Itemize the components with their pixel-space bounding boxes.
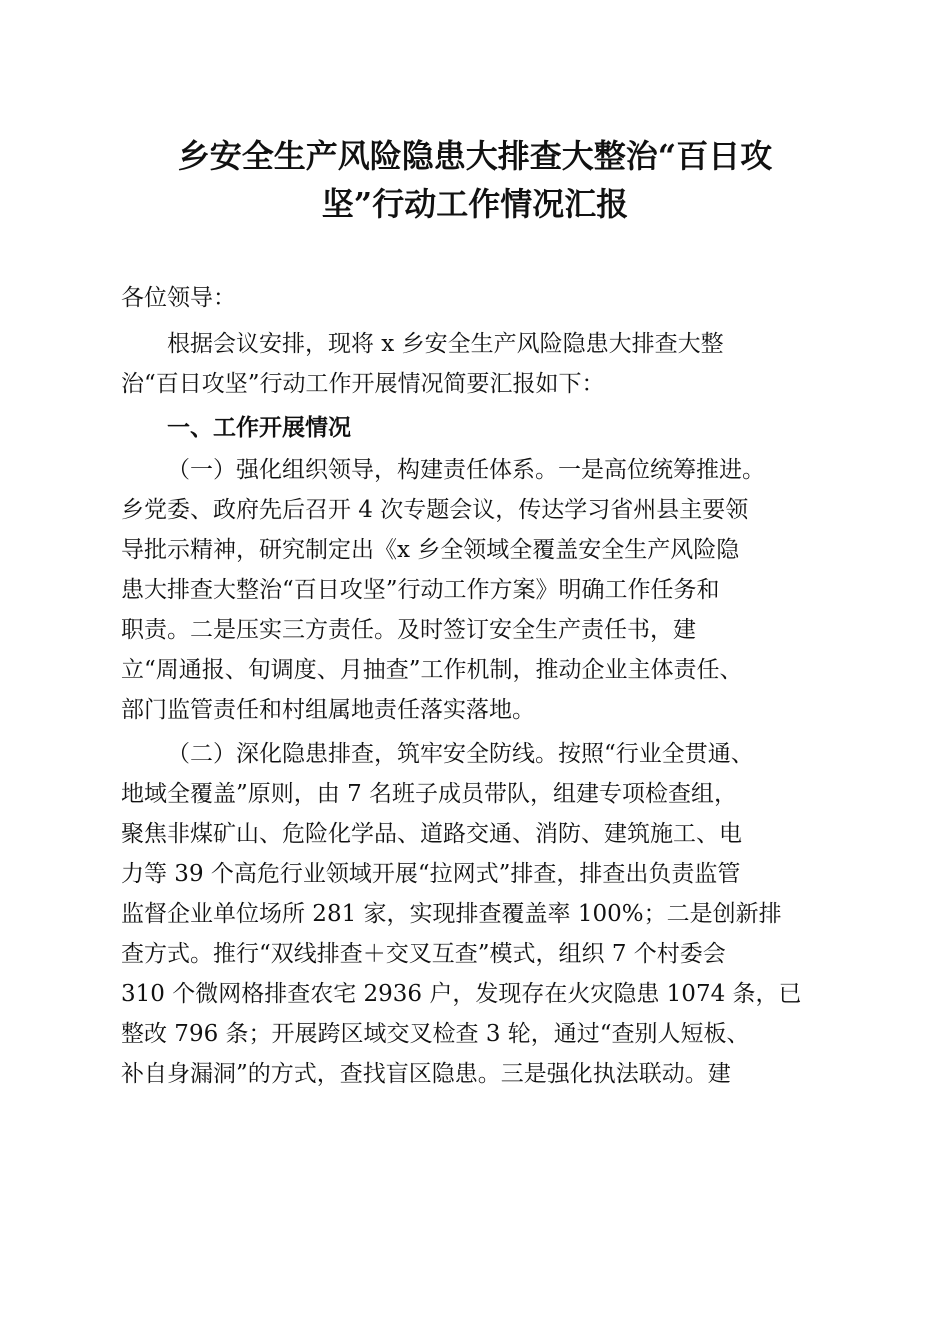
paragraph-line: 整改 796 条；开展跨区域交叉检查 3 轮，通过“查别人短板、 [121, 1021, 750, 1047]
intro-paragraph [121, 324, 833, 404]
paragraph-1 [121, 450, 833, 730]
document-title [100, 132, 850, 228]
paragraph-line: 聚焦非煤矿山、危险化学品、道路交通、消防、建筑施工、电 [121, 821, 742, 847]
paragraph-line: 职责。二是压实三方责任。及时签订安全生产责任书，建 [121, 617, 696, 643]
paragraph-line: 力等 39 个高危行业领域开展“拉网式”排查，排查出负责监管 [121, 861, 741, 887]
paragraph-line: 立“周通报、旬调度、月抽查”工作机制，推动企业主体责任、 [121, 657, 743, 683]
paragraph-line: 地域全覆盖”原则，由 7 名班子成员带队，组建专项检查组， [121, 781, 738, 807]
salutation: 各位领导： [121, 285, 236, 311]
paragraph-line: （二）深化隐患排查，筑牢安全防线。按照“行业全贯通、 [167, 741, 754, 767]
paragraph-line: 导批示精神，研究制定出《x 乡全领域全覆盖安全生产风险隐 [121, 537, 740, 563]
paragraph-line: 补自身漏洞”的方式，查找盲区隐患。三是强化执法联动。建 [121, 1061, 731, 1087]
paragraph-2 [121, 734, 833, 1094]
title-line-1: 乡安全生产风险隐患大排查大整治“百日攻 [177, 137, 773, 175]
intro-line: 根据会议安排，现将 x 乡安全生产风险隐患大排查大整 [167, 331, 724, 357]
paragraph-line: 监督企业单位场所 281 家，实现排查覆盖率 100%；二是创新排 [121, 901, 782, 927]
intro-line: 治“百日攻坚”行动工作开展情况简要汇报如下： [121, 371, 605, 397]
paragraph-line: 310 个微网格排查农宅 2936 户，发现存在火灾隐患 1074 条，已 [121, 981, 802, 1007]
title-line-2: 坚”行动工作情况汇报 [321, 185, 629, 223]
document-body [121, 278, 833, 1098]
paragraph-line: （一）强化组织领导，构建责任体系。一是高位统筹推进。 [167, 457, 765, 483]
paragraph-line: 乡党委、政府先后召开 4 次专题会议，传达学习省州县主要领 [121, 497, 749, 523]
paragraph-line: 患大排查大整治“百日攻坚”行动工作方案》明确工作任务和 [121, 577, 720, 603]
section-heading: 一、工作开展情况 [167, 415, 351, 441]
paragraph-line: 查方式。推行“双线排查＋交叉互查”模式，组织 7 个村委会 [121, 941, 726, 967]
paragraph-line: 部门监管责任和村组属地责任落实落地。 [121, 697, 535, 723]
